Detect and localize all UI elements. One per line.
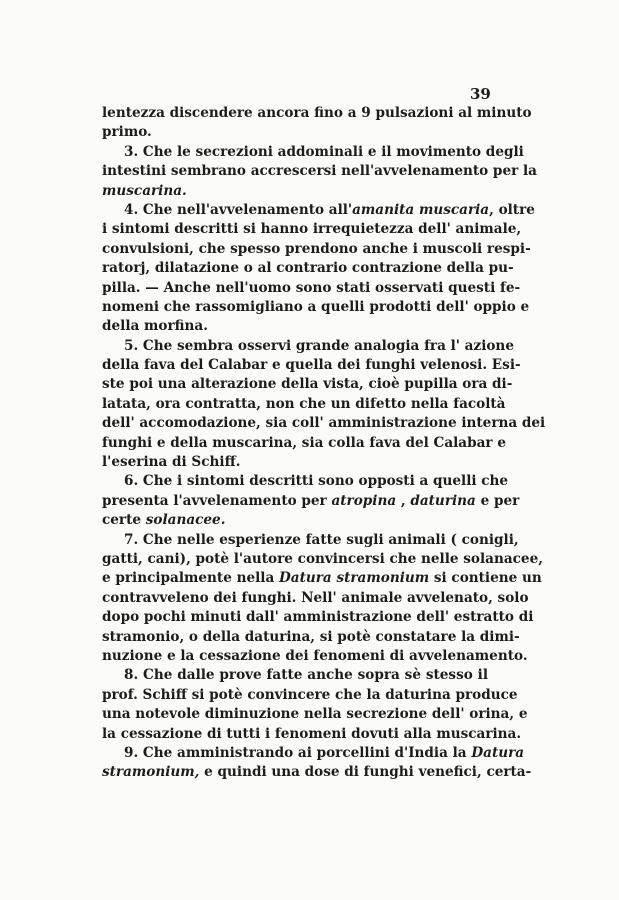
text-line [102,143,524,162]
text-line [102,162,537,181]
text-line [102,608,534,627]
text-segment: convulsioni, che spesso prendono anche i muscoli respi- [102,240,531,257]
text-line [102,492,520,511]
italic-text: Datura stramonium [279,570,430,587]
text-line [102,763,532,782]
italic-text: solanacee. [145,512,226,529]
text-segment: 6. Che i sintomi descritti sono opposti a quelli che [124,473,509,490]
text-line [102,628,520,647]
text-segment: pilla. — Anche nell'uomo sono stati osservati questi fe- [102,279,521,296]
text-segment: gatti, cani), potè l'autore convincersi che nelle solanacee, [102,550,543,567]
text-line [102,569,542,588]
text-segment: e principalmente nella [102,570,279,587]
text-segment: e per [475,492,520,509]
text-line [102,395,506,414]
text-segment: lentezza discendere ancora fino a 9 pulsazioni al minuto [102,105,532,121]
text-segment: 3. Che le secrezioni addominali e il movimento degli [124,143,524,160]
text-segment: contravveleno dei funghi. Nell' animale avvelenato, solo [102,589,529,606]
text-line [102,279,521,298]
text-segment: 5. Che sembra osservi grande analogia fra l' azione [124,337,514,354]
italic-text: amanita muscaria [352,201,490,218]
text-line [102,414,546,433]
text-segment: presenta l'avvelenamento per [102,492,332,509]
body-text [102,104,546,783]
text-line [102,201,535,220]
text-line [102,666,488,685]
text-segment: latata, ora contratta, non che un difetto nella facoltà [102,395,506,412]
text-segment: 4. Che nell'avvelenamento all' [124,201,353,218]
text-line [102,531,519,550]
text-segment: intestini sembrano accrescersi nell'avvelenamento per la [102,163,537,180]
text-segment: ratorj, dilatazione o al contrario contrazione della pu- [102,260,514,277]
italic-text: stramonium, [102,764,200,781]
text-segment: dell' accomodazione, sia coll' amministrazione interna dei [102,415,546,432]
text-line [102,453,488,472]
text-line [102,647,528,666]
text-segment: , [396,492,411,509]
text-segment: i sintomi descritti si hanno irrequietezza dell' animale, [102,221,522,238]
italic-text: atropina [331,492,397,509]
text-segment: e quindi una dose di funghi venefici, certa- [199,764,532,781]
text-line [102,317,488,336]
text-line [102,123,488,142]
text-line [102,356,521,375]
text-line [102,686,518,705]
text-segment: prof. Schiff si potè convincere che la daturina produce [102,686,518,703]
text-line [102,744,525,763]
text-segment: 8. Che dalle prove fatte anche sopra sè stesso il [124,667,488,684]
text-segment: stramonio, o della daturina, si potè constatare la dimi- [102,628,520,645]
text-segment: primo. [102,124,152,141]
text-line [102,240,531,259]
text-line [102,434,506,453]
text-segment: dopo pochi minuti dall' amministrazione dell' estratto di [102,609,534,626]
text-line [102,705,528,724]
text-segment: funghi e della muscarina, sia colla fava del Calabar e [102,434,506,451]
text-line [102,182,488,201]
text-segment: si contiene un [429,570,542,587]
text-segment: 9. Che amministrando ai porcellini d'India la [124,744,472,761]
text-line [102,375,513,394]
text-segment: certe [102,512,146,529]
text-line [102,589,529,608]
text-segment: nuzione e la cessazione dei fenomeni di avvelenamento. [102,647,528,664]
text-line [102,298,530,317]
text-line [102,259,514,278]
text-line [102,337,514,356]
text-segment: una notevole diminuzione nella secrezione dell' orina, e [102,706,528,723]
text-line [102,472,509,491]
text-line [102,511,488,530]
text-line [102,725,522,744]
italic-text: Datura [471,744,525,761]
text-segment: della morfina. [102,318,208,335]
text-line [102,104,532,123]
text-segment: l'eserina di Schiff. [102,454,241,471]
text-line [102,220,522,239]
text-line [102,550,543,569]
text-segment: la cessazione di tutti i fenomeni dovuti alla muscarina. [102,725,522,742]
page-number: 39 [470,85,491,103]
text-segment: della fava del Calabar e quella dei funghi velenosi. Esi- [102,357,521,374]
italic-text: daturina [410,492,476,509]
italic-text: muscarina. [102,182,187,199]
text-segment: 7. Che nelle esperienze fatte sugli animali ( conigli, [124,531,519,548]
text-segment: ste poi una alterazione della vista, cioè pupilla ora di- [102,376,513,393]
text-segment: , oltre [489,201,535,218]
text-segment: nomeni che rassomigliano a quelli prodotti dell' oppio e [102,298,530,315]
